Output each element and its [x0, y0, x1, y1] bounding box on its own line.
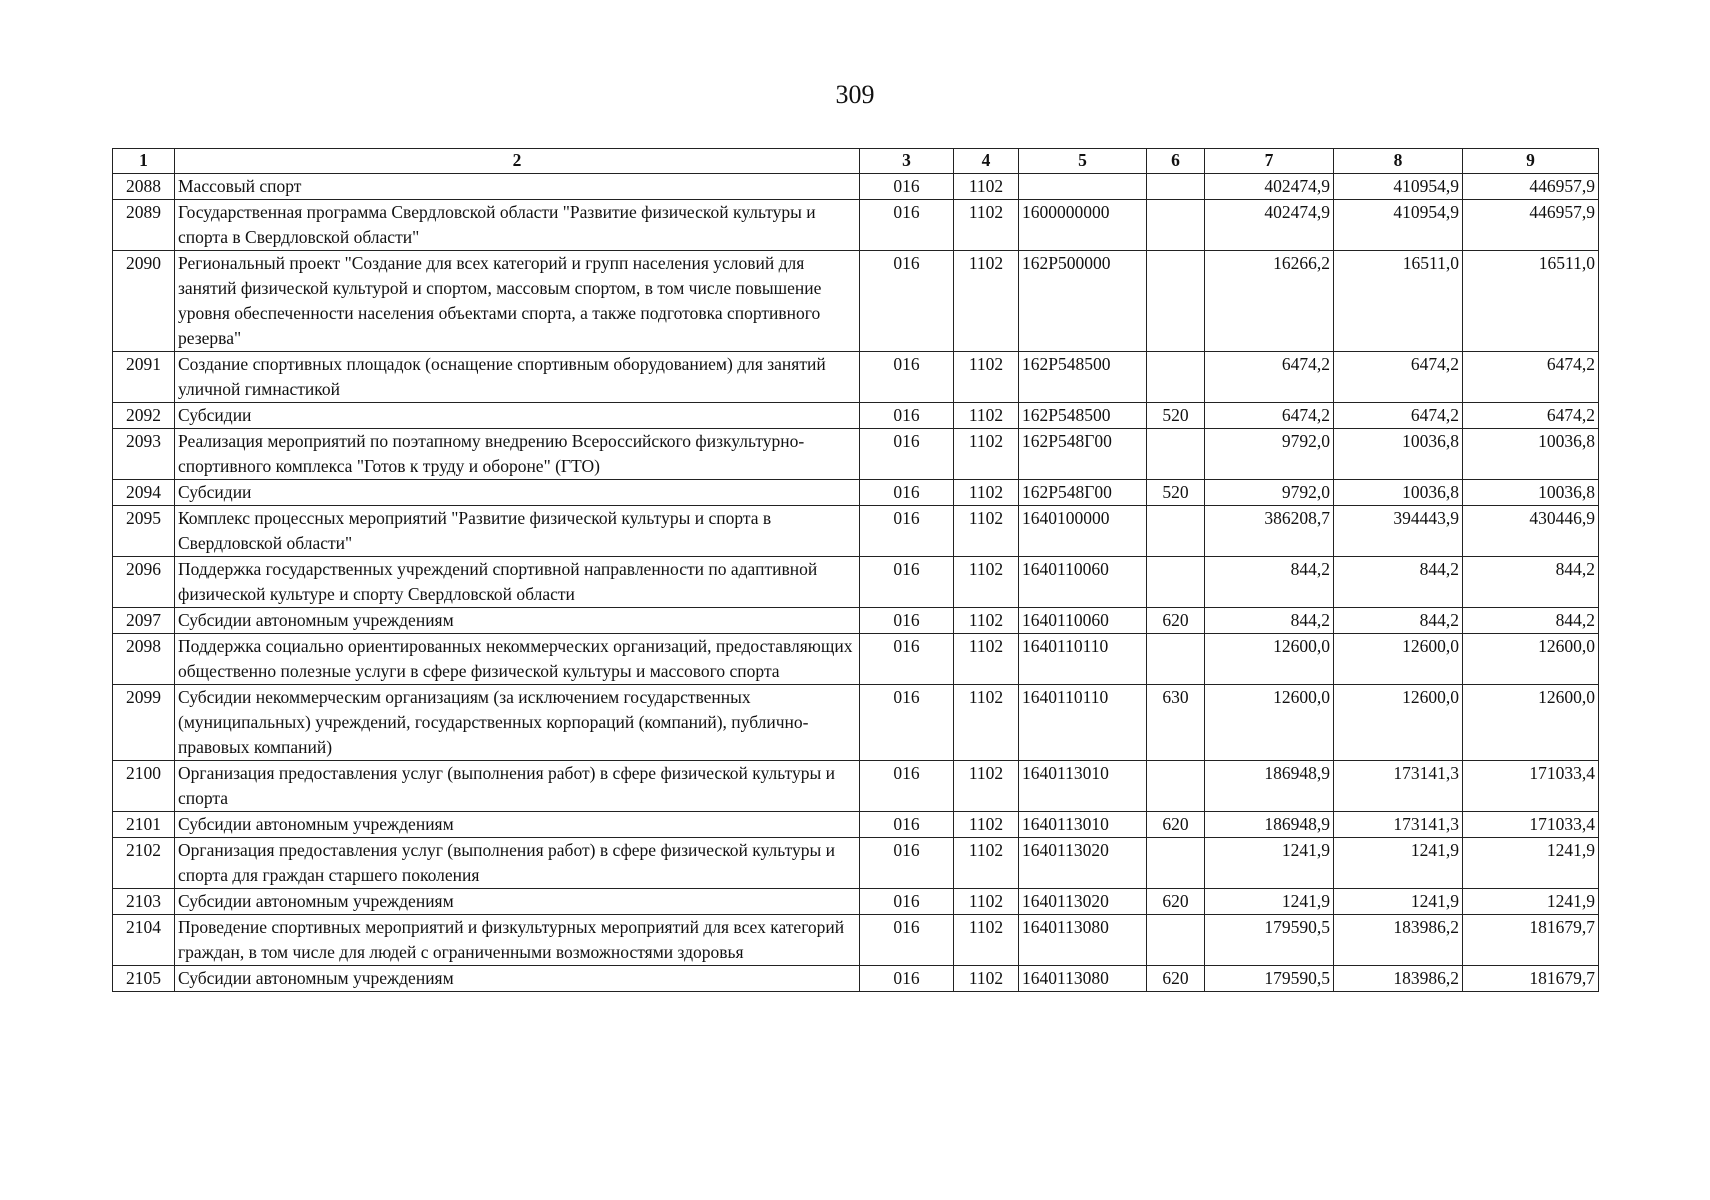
row-amount-8: 183986,2 — [1334, 915, 1463, 966]
row-amount-9: 6474,2 — [1463, 403, 1599, 429]
row-amount-9: 6474,2 — [1463, 352, 1599, 403]
row-code-3: 016 — [860, 174, 954, 200]
row-code-4: 1102 — [954, 403, 1019, 429]
row-code-6: 630 — [1147, 685, 1205, 761]
page-number: 309 — [835, 80, 875, 109]
row-code-6: 620 — [1147, 812, 1205, 838]
row-number: 2093 — [113, 429, 175, 480]
row-number: 2104 — [113, 915, 175, 966]
row-code-5: 1640100000 — [1019, 506, 1147, 557]
table-row — [113, 915, 1599, 966]
row-number: 2105 — [113, 966, 175, 992]
row-name: Комплекс процессных мероприятий "Развитие физической культуры и спорта в Свердловской области" — [175, 506, 860, 557]
row-code-6 — [1147, 761, 1205, 812]
table-row — [113, 429, 1599, 480]
row-code-5: 162P548Г00 — [1019, 480, 1147, 506]
row-code-6: 520 — [1147, 480, 1205, 506]
row-code-4: 1102 — [954, 352, 1019, 403]
row-amount-8: 844,2 — [1334, 557, 1463, 608]
row-name: Субсидии автономным учреждениям — [175, 812, 860, 838]
row-amount-8: 6474,2 — [1334, 403, 1463, 429]
row-code-5: 1640113020 — [1019, 889, 1147, 915]
row-code-6: 620 — [1147, 889, 1205, 915]
row-amount-7: 402474,9 — [1205, 174, 1334, 200]
row-code-5: 162P500000 — [1019, 251, 1147, 352]
row-name: Поддержка государственных учреждений спортивной направленности по адаптивной физической культуре и спорту Свердловской области — [175, 557, 860, 608]
row-amount-9: 181679,7 — [1463, 966, 1599, 992]
row-code-5: 1640113080 — [1019, 966, 1147, 992]
row-amount-7: 386208,7 — [1205, 506, 1334, 557]
row-code-6 — [1147, 838, 1205, 889]
row-amount-8: 173141,3 — [1334, 812, 1463, 838]
table-row — [113, 200, 1599, 251]
row-amount-8: 6474,2 — [1334, 352, 1463, 403]
header-row — [113, 149, 1599, 174]
row-amount-7: 16266,2 — [1205, 251, 1334, 352]
table-body — [113, 174, 1599, 992]
row-code-3: 016 — [860, 403, 954, 429]
row-code-4: 1102 — [954, 608, 1019, 634]
table-row — [113, 608, 1599, 634]
row-amount-7: 186948,9 — [1205, 812, 1334, 838]
row-number: 2090 — [113, 251, 175, 352]
row-code-3: 016 — [860, 608, 954, 634]
table-row — [113, 174, 1599, 200]
row-name: Субсидии автономным учреждениям — [175, 889, 860, 915]
table-row — [113, 812, 1599, 838]
row-code-6 — [1147, 200, 1205, 251]
header-cell: 9 — [1463, 149, 1599, 174]
row-name: Поддержка социально ориентированных некоммерческих организаций, предоставляющих общественно полезные услуги в сфере физической культуры и массового спорта — [175, 634, 860, 685]
table-row — [113, 403, 1599, 429]
row-code-5: 1640113010 — [1019, 812, 1147, 838]
row-amount-8: 410954,9 — [1334, 174, 1463, 200]
table-row — [113, 251, 1599, 352]
row-number: 2091 — [113, 352, 175, 403]
header-cell: 7 — [1205, 149, 1334, 174]
row-amount-9: 446957,9 — [1463, 200, 1599, 251]
row-number: 2100 — [113, 761, 175, 812]
row-code-5: 1640113080 — [1019, 915, 1147, 966]
row-amount-7: 12600,0 — [1205, 634, 1334, 685]
row-number: 2099 — [113, 685, 175, 761]
table-row — [113, 966, 1599, 992]
row-code-4: 1102 — [954, 966, 1019, 992]
row-code-3: 016 — [860, 685, 954, 761]
row-code-6 — [1147, 429, 1205, 480]
row-amount-8: 173141,3 — [1334, 761, 1463, 812]
row-number: 2096 — [113, 557, 175, 608]
row-name: Организация предоставления услуг (выполнения работ) в сфере физической культуры и спорта для граждан старшего поколения — [175, 838, 860, 889]
row-code-3: 016 — [860, 480, 954, 506]
row-amount-9: 1241,9 — [1463, 889, 1599, 915]
row-amount-7: 179590,5 — [1205, 966, 1334, 992]
table-row — [113, 761, 1599, 812]
row-code-4: 1102 — [954, 557, 1019, 608]
row-code-6 — [1147, 352, 1205, 403]
row-code-6 — [1147, 174, 1205, 200]
row-code-3: 016 — [860, 812, 954, 838]
row-amount-9: 430446,9 — [1463, 506, 1599, 557]
row-amount-7: 186948,9 — [1205, 761, 1334, 812]
row-number: 2101 — [113, 812, 175, 838]
row-amount-9: 844,2 — [1463, 608, 1599, 634]
row-amount-8: 844,2 — [1334, 608, 1463, 634]
table-row — [113, 506, 1599, 557]
row-code-6 — [1147, 506, 1205, 557]
row-amount-8: 1241,9 — [1334, 838, 1463, 889]
row-code-5: 1640113010 — [1019, 761, 1147, 812]
row-code-4: 1102 — [954, 685, 1019, 761]
row-number: 2094 — [113, 480, 175, 506]
row-code-3: 016 — [860, 966, 954, 992]
row-amount-7: 844,2 — [1205, 608, 1334, 634]
row-amount-8: 1241,9 — [1334, 889, 1463, 915]
row-number: 2098 — [113, 634, 175, 685]
row-amount-9: 446957,9 — [1463, 174, 1599, 200]
row-code-3: 016 — [860, 251, 954, 352]
row-amount-9: 171033,4 — [1463, 812, 1599, 838]
row-amount-8: 12600,0 — [1334, 685, 1463, 761]
header-cell: 4 — [954, 149, 1019, 174]
row-name: Создание спортивных площадок (оснащение спортивным оборудованием) для занятий уличной гимнастикой — [175, 352, 860, 403]
row-amount-9: 1241,9 — [1463, 838, 1599, 889]
row-name: Субсидии некоммерческим организациям (за исключением государственных (муниципальных) учреждений, государственных корпораций (компаний), публично-правовых компаний) — [175, 685, 860, 761]
row-code-4: 1102 — [954, 761, 1019, 812]
row-amount-8: 16511,0 — [1334, 251, 1463, 352]
row-amount-8: 410954,9 — [1334, 200, 1463, 251]
row-code-6 — [1147, 915, 1205, 966]
row-code-4: 1102 — [954, 889, 1019, 915]
row-code-5: 1600000000 — [1019, 200, 1147, 251]
row-code-3: 016 — [860, 557, 954, 608]
row-code-3: 016 — [860, 915, 954, 966]
row-code-5: 1640110060 — [1019, 608, 1147, 634]
row-code-4: 1102 — [954, 915, 1019, 966]
table-row — [113, 352, 1599, 403]
row-number: 2102 — [113, 838, 175, 889]
row-amount-8: 183986,2 — [1334, 966, 1463, 992]
row-code-3: 016 — [860, 634, 954, 685]
row-code-6 — [1147, 634, 1205, 685]
row-code-5: 1640110110 — [1019, 685, 1147, 761]
row-name: Массовый спорт — [175, 174, 860, 200]
row-code-3: 016 — [860, 838, 954, 889]
table-row — [113, 838, 1599, 889]
row-code-5: 1640113020 — [1019, 838, 1147, 889]
row-code-3: 016 — [860, 761, 954, 812]
table-row — [113, 480, 1599, 506]
row-amount-9: 12600,0 — [1463, 634, 1599, 685]
row-number: 2088 — [113, 174, 175, 200]
header-cell: 3 — [860, 149, 954, 174]
table-row — [113, 557, 1599, 608]
row-code-5: 162P548500 — [1019, 403, 1147, 429]
row-number: 2097 — [113, 608, 175, 634]
row-name: Региональный проект "Создание для всех категорий и групп населения условий для занятий физической культурой и спортом, массовым спортом, в том числе повышение уровня обеспеченности населения объектами спорта, а также подготовка спортивного резерва" — [175, 251, 860, 352]
row-code-5: 1640110110 — [1019, 634, 1147, 685]
row-code-5: 162P548500 — [1019, 352, 1147, 403]
row-amount-9: 181679,7 — [1463, 915, 1599, 966]
row-name: Субсидии — [175, 403, 860, 429]
row-code-3: 016 — [860, 352, 954, 403]
row-code-5: 162P548Г00 — [1019, 429, 1147, 480]
row-name: Субсидии автономным учреждениям — [175, 966, 860, 992]
row-name: Организация предоставления услуг (выполнения работ) в сфере физической культуры и спорта — [175, 761, 860, 812]
row-code-4: 1102 — [954, 480, 1019, 506]
row-amount-8: 12600,0 — [1334, 634, 1463, 685]
row-code-6: 620 — [1147, 608, 1205, 634]
row-code-6 — [1147, 251, 1205, 352]
table-row — [113, 889, 1599, 915]
row-code-4: 1102 — [954, 634, 1019, 685]
row-code-6: 520 — [1147, 403, 1205, 429]
row-code-4: 1102 — [954, 838, 1019, 889]
row-amount-9: 10036,8 — [1463, 480, 1599, 506]
row-amount-9: 12600,0 — [1463, 685, 1599, 761]
header-cell: 5 — [1019, 149, 1147, 174]
row-amount-8: 394443,9 — [1334, 506, 1463, 557]
row-code-5: 1640110060 — [1019, 557, 1147, 608]
row-amount-7: 6474,2 — [1205, 352, 1334, 403]
row-amount-8: 10036,8 — [1334, 429, 1463, 480]
row-code-3: 016 — [860, 889, 954, 915]
row-name: Реализация мероприятий по поэтапному внедрению Всероссийского физкультурно-спортивного комплекса "Готов к труду и обороне" (ГТО) — [175, 429, 860, 480]
table-row — [113, 685, 1599, 761]
row-amount-7: 402474,9 — [1205, 200, 1334, 251]
row-number: 2095 — [113, 506, 175, 557]
row-amount-7: 9792,0 — [1205, 429, 1334, 480]
header-cell: 2 — [175, 149, 860, 174]
row-name: Проведение спортивных мероприятий и физкультурных мероприятий для всех категорий граждан, в том числе для людей с ограниченными возможностями здоровья — [175, 915, 860, 966]
row-amount-9: 171033,4 — [1463, 761, 1599, 812]
row-name: Субсидии автономным учреждениям — [175, 608, 860, 634]
budget-table — [112, 148, 1599, 992]
row-name: Субсидии — [175, 480, 860, 506]
row-code-4: 1102 — [954, 429, 1019, 480]
row-code-4: 1102 — [954, 174, 1019, 200]
row-code-4: 1102 — [954, 200, 1019, 251]
header-cell: 6 — [1147, 149, 1205, 174]
row-amount-7: 6474,2 — [1205, 403, 1334, 429]
row-amount-8: 10036,8 — [1334, 480, 1463, 506]
table-row — [113, 634, 1599, 685]
row-amount-7: 179590,5 — [1205, 915, 1334, 966]
row-code-4: 1102 — [954, 812, 1019, 838]
row-code-5 — [1019, 174, 1147, 200]
row-code-4: 1102 — [954, 506, 1019, 557]
header-cell: 8 — [1334, 149, 1463, 174]
row-amount-7: 12600,0 — [1205, 685, 1334, 761]
row-amount-9: 844,2 — [1463, 557, 1599, 608]
row-name: Государственная программа Свердловской области "Развитие физической культуры и спорта в Свердловской области" — [175, 200, 860, 251]
row-amount-7: 9792,0 — [1205, 480, 1334, 506]
row-code-6: 620 — [1147, 966, 1205, 992]
row-code-4: 1102 — [954, 251, 1019, 352]
row-number: 2103 — [113, 889, 175, 915]
row-amount-7: 844,2 — [1205, 557, 1334, 608]
row-amount-7: 1241,9 — [1205, 889, 1334, 915]
row-amount-7: 1241,9 — [1205, 838, 1334, 889]
row-amount-9: 10036,8 — [1463, 429, 1599, 480]
row-amount-9: 16511,0 — [1463, 251, 1599, 352]
row-code-3: 016 — [860, 200, 954, 251]
row-number: 2089 — [113, 200, 175, 251]
row-code-6 — [1147, 557, 1205, 608]
row-code-3: 016 — [860, 506, 954, 557]
row-number: 2092 — [113, 403, 175, 429]
row-code-3: 016 — [860, 429, 954, 480]
header-cell: 1 — [113, 149, 175, 174]
